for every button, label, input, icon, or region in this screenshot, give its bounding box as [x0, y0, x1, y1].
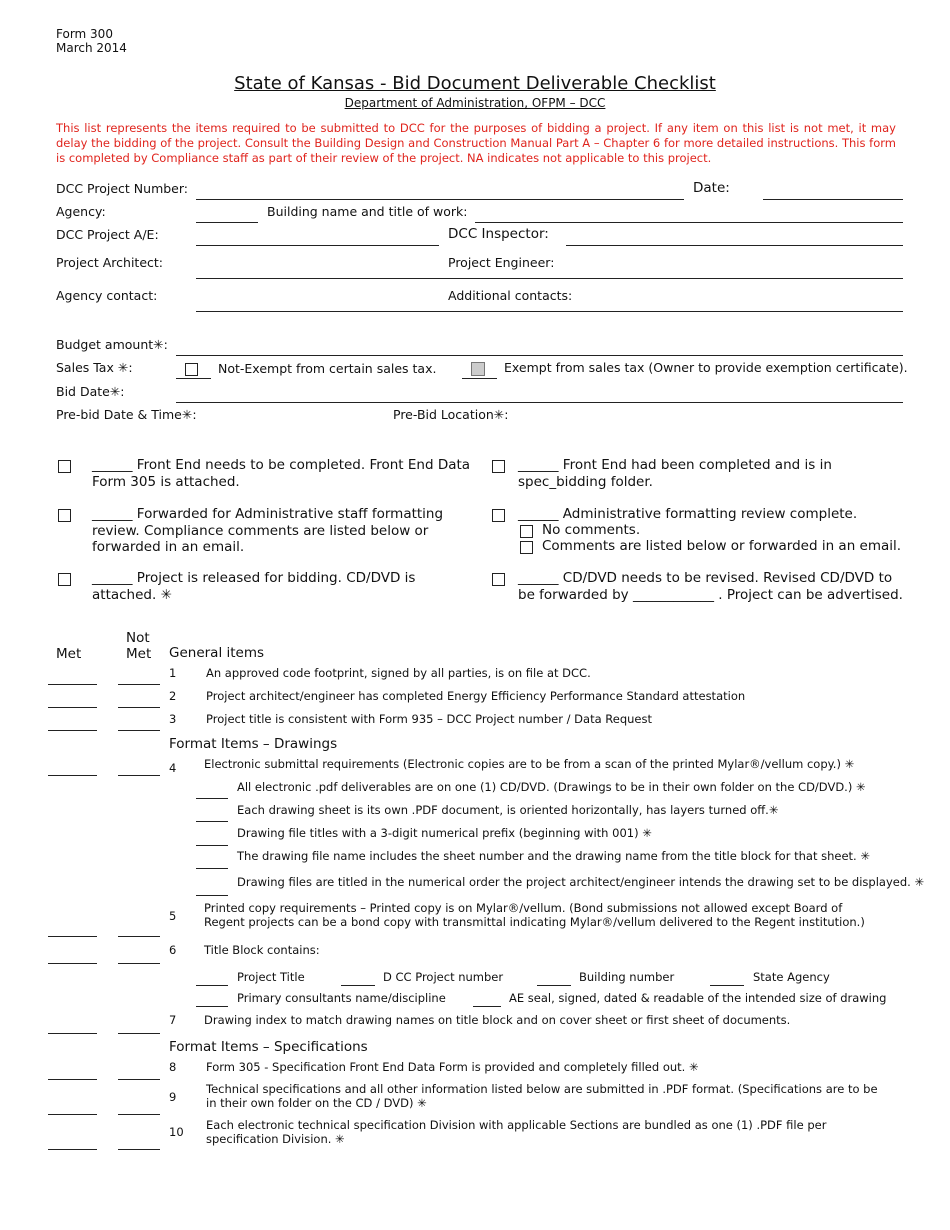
notmet-blank-4[interactable]: [118, 775, 160, 776]
status-left3-text: ______ Project is released for bidding. CD/DVD is attached. ✳: [92, 570, 416, 603]
sub-4c-text: Drawing file titles with a 3-digit numerical prefix (beginning with 001) ✳: [237, 826, 652, 840]
tb-consultants-label: Primary consultants name/discipline: [237, 991, 446, 1005]
status-right1-checkbox[interactable]: [492, 460, 505, 473]
tb-seal-blank[interactable]: [473, 1006, 501, 1007]
sub-4c-blank[interactable]: [196, 845, 228, 846]
page-title: State of Kansas - Bid Document Deliverable Checklist: [234, 73, 716, 94]
item-7-text: Drawing index to match drawing names on title block and on cover sheet or first sheet of documents.: [204, 1013, 791, 1027]
not-exempt-checkbox[interactable]: [185, 363, 198, 376]
exempt-label: Exempt from sales tax (Owner to provide exemption certificate).: [504, 360, 908, 375]
met-blank-3[interactable]: [48, 730, 97, 731]
met-blank-1[interactable]: [48, 684, 97, 685]
inspector-label: DCC Inspector:: [448, 226, 549, 242]
project-number-label: DCC Project Number:: [56, 181, 189, 196]
section-specifications: Format Items – Specifications: [169, 1039, 368, 1055]
item-8-number: 8: [169, 1060, 177, 1074]
notmet-blank-3[interactable]: [118, 730, 160, 731]
met-blank-7[interactable]: [48, 1033, 97, 1034]
status-right1-text: ______ Front End had been completed and is in spec_bidding folder.: [518, 457, 832, 490]
architect-engineer-input[interactable]: [196, 278, 903, 279]
item-9-number: 9: [169, 1090, 177, 1104]
item-5-number: 5: [169, 909, 177, 923]
tb-dcc-blank[interactable]: [341, 985, 375, 986]
project-ae-input[interactable]: [196, 245, 439, 246]
agency-contact-label: Agency contact:: [56, 288, 158, 303]
item-2-text: Project architect/engineer has completed Energy Efficiency Performance Standard attestation: [206, 689, 746, 703]
met-blank-10[interactable]: [48, 1149, 97, 1150]
engineer-label: Project Engineer:: [448, 255, 555, 270]
sub-4e-blank[interactable]: [196, 895, 228, 896]
budget-input[interactable]: [176, 355, 903, 356]
prebid-location-label: Pre-Bid Location✳:: [393, 407, 509, 422]
item-5-text: Printed copy requirements – Printed copy is on Mylar®/vellum. (Bond submissions not allowed except Board of Regent projects can be a bond copy with transmittal indicating Mylar®/vellum delivered to the Regent institution.): [204, 901, 865, 929]
item-8-text: Form 305 - Specification Front End Data Form is provided and completely filled out. ✳: [206, 1060, 699, 1074]
item-3-number: 3: [169, 712, 177, 726]
exempt-checkbox[interactable]: [471, 362, 485, 376]
met-blank-9[interactable]: [48, 1114, 97, 1115]
project-ae-label: DCC Project A/E:: [56, 227, 159, 242]
not-exempt-label: Not-Exempt from certain sales tax.: [218, 361, 437, 376]
notmet-blank-1[interactable]: [118, 684, 160, 685]
exempt-underline: [462, 378, 497, 379]
status-left2-text: ______ Forwarded for Administrative staff formatting review. Compliance comments are listed below or forwarded in an email.: [92, 506, 444, 555]
instructions: This list represents the items required to be submitted to DCC for the purposes of bidding a project. If any item on this list is not met, it may delay the bidding of the project. Consult the Building Design and Construction Manual Part A – Chapter 6 for more detailed instructions. This form is completed by Compliance staff as part of their review of the project. NA indicates not applicable to this project.: [56, 121, 896, 165]
met-blank-8[interactable]: [48, 1079, 97, 1080]
status-left1-checkbox[interactable]: [58, 460, 71, 473]
not-exempt-underline: [176, 378, 211, 379]
architect-label: Project Architect:: [56, 255, 164, 270]
tb-dcc-label: D CC Project number: [383, 970, 504, 984]
building-name-label: Building name and title of work:: [267, 204, 468, 219]
notmet-blank-2[interactable]: [118, 707, 160, 708]
tb-seal-label: AE seal, signed, dated & readable of the intended size of drawing: [509, 991, 887, 1005]
sales-tax-label: Sales Tax ✳:: [56, 360, 133, 375]
status-left2-checkbox[interactable]: [58, 509, 71, 522]
notmet-blank-10[interactable]: [118, 1149, 160, 1150]
sub-4d-text: The drawing file name includes the sheet number and the drawing name from the title block for that sheet. ✳: [237, 849, 870, 863]
inspector-input[interactable]: [566, 245, 903, 246]
met-blank-6[interactable]: [48, 963, 97, 964]
sub-4b-blank[interactable]: [196, 821, 228, 822]
agency-label: Agency:: [56, 204, 106, 219]
notmet-blank-7[interactable]: [118, 1033, 160, 1034]
prebid-date-label: Pre-bid Date & Time✳:: [56, 407, 197, 422]
notmet-blank-6[interactable]: [118, 963, 160, 964]
tb-agency-label: State Agency: [753, 970, 830, 984]
building-name-input[interactable]: [475, 222, 903, 223]
item-10-text: Each electronic technical specification Division with applicable Sections are bundled as one (1) .PDF file per specification Division. ✳: [206, 1118, 827, 1146]
sub-4a-text: All electronic .pdf deliverables are on one (1) CD/DVD. (Drawings to be in their own folder on the CD/DVD.) ✳: [237, 780, 866, 794]
met-blank-5[interactable]: [48, 936, 97, 937]
item-6-number: 6: [169, 943, 177, 957]
tb-building-label: Building number: [579, 970, 675, 984]
status-left1-text: ______ Front End needs to be completed. Front End Data Form 305 is attached.: [92, 457, 471, 490]
item-7-number: 7: [169, 1013, 177, 1027]
sub-4b-text: Each drawing sheet is its own .PDF document, is oriented horizontally, has layers turned off.✳: [237, 803, 779, 817]
tb-consultants-blank[interactable]: [196, 1006, 228, 1007]
section-general: General items: [169, 645, 265, 661]
form-number: Form 300: [56, 27, 113, 41]
agency-input[interactable]: [196, 222, 258, 223]
comments-listed-checkbox[interactable]: [520, 541, 533, 554]
not-met-header-1: Not: [126, 630, 150, 646]
notmet-blank-9[interactable]: [118, 1114, 160, 1115]
date-label: Date:: [693, 180, 730, 196]
item-6-text: Title Block contains:: [204, 943, 320, 957]
not-met-header-2: Met: [126, 646, 152, 662]
item-2-number: 2: [169, 689, 177, 703]
item-9-text: Technical specifications and all other information listed below are submitted in .PDF format. (Specifications are to be in their own folder on the CD / DVD) ✳: [206, 1082, 878, 1110]
additional-contacts-label: Additional contacts:: [448, 288, 573, 303]
notmet-blank-8[interactable]: [118, 1079, 160, 1080]
sub-4d-blank[interactable]: [196, 868, 228, 869]
status-left3-checkbox[interactable]: [58, 573, 71, 586]
status-right2-checkbox[interactable]: [492, 509, 505, 522]
form-date: March 2014: [56, 41, 127, 55]
no-comments-label: No comments.: [542, 522, 641, 538]
status-right2-text: ______ Administrative formatting review complete.: [518, 506, 858, 522]
project-number-input[interactable]: [196, 199, 684, 200]
item-1-number: 1: [169, 666, 177, 680]
status-right3-checkbox[interactable]: [492, 573, 505, 586]
section-drawings: Format Items – Drawings: [169, 736, 338, 752]
item-1-text: An approved code footprint, signed by all parties, is on file at DCC.: [206, 666, 591, 680]
notmet-blank-5[interactable]: [118, 936, 160, 937]
met-blank-2[interactable]: [48, 707, 97, 708]
date-input[interactable]: [763, 199, 903, 200]
tb-building-blank[interactable]: [537, 985, 571, 986]
item-4-number: 4: [169, 761, 177, 775]
tb-agency-blank[interactable]: [710, 985, 744, 986]
budget-label: Budget amount✳:: [56, 337, 168, 352]
sub-4e-text: Drawing files are titled in the numerical order the project architect/engineer intends the drawing set to be displayed. ✳: [237, 875, 925, 889]
status-right3-text: ______ CD/DVD needs to be revised. Revised CD/DVD to be forwarded by ____________ . Project can be advertised.: [518, 570, 903, 603]
sub-4a-blank[interactable]: [196, 798, 228, 799]
page-subtitle: Department of Administration, OFPM – DCC: [344, 96, 606, 110]
contacts-input[interactable]: [196, 311, 903, 312]
no-comments-checkbox[interactable]: [520, 525, 533, 538]
item-10-number: 10: [169, 1125, 184, 1139]
met-blank-4[interactable]: [48, 775, 97, 776]
comments-listed-label: Comments are listed below or forwarded in an email.: [542, 538, 902, 554]
item-3-text: Project title is consistent with Form 935 – DCC Project number / Data Request: [206, 712, 653, 726]
tb-title-blank[interactable]: [196, 985, 228, 986]
bid-date-input[interactable]: [176, 402, 903, 403]
met-header: Met: [56, 646, 82, 662]
bid-date-label: Bid Date✳:: [56, 384, 125, 399]
item-4-text: Electronic submittal requirements (Electronic copies are to be from a scan of the printed Mylar®/vellum copy.) ✳: [204, 757, 855, 771]
tb-title-label: Project Title: [237, 970, 305, 984]
